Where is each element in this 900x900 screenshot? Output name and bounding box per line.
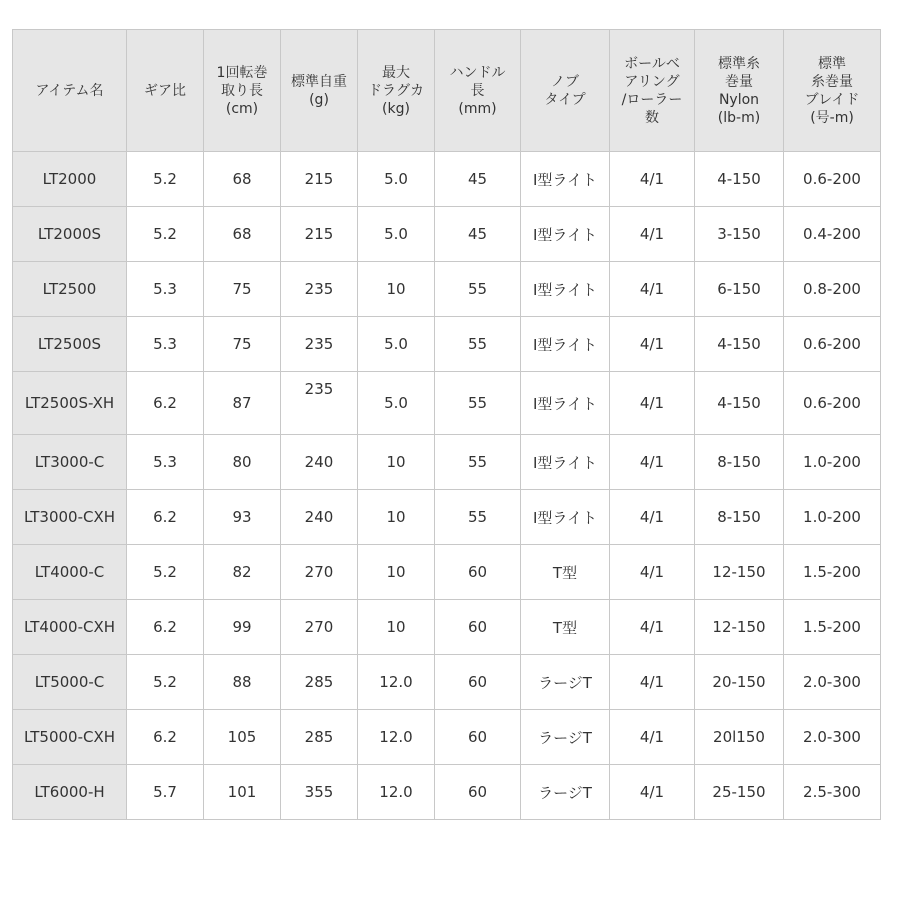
table-header bbox=[13, 30, 881, 152]
item-name-cell: LT6000-H bbox=[13, 765, 127, 820]
column-header-line: ハンドル bbox=[449, 64, 506, 81]
table-cell: I型ライト bbox=[521, 317, 610, 372]
column-header-line: ドラグカ bbox=[368, 82, 424, 99]
column-header-line: /ローラー bbox=[621, 91, 683, 108]
table-cell: 285 bbox=[281, 710, 358, 765]
table-row bbox=[13, 317, 881, 372]
table-cell: ラージT bbox=[521, 655, 610, 710]
table-cell: 55 bbox=[435, 490, 521, 545]
table-row bbox=[13, 152, 881, 207]
table-cell: 4/1 bbox=[610, 545, 695, 600]
table-cell: 12-150 bbox=[695, 545, 784, 600]
table-cell: 5.2 bbox=[127, 207, 204, 262]
column-header-line: 最大 bbox=[382, 64, 410, 81]
table-row bbox=[13, 655, 881, 710]
table-cell: 4-150 bbox=[695, 152, 784, 207]
table-cell: 12.0 bbox=[358, 655, 435, 710]
table-cell: 60 bbox=[435, 600, 521, 655]
table-cell: 5.3 bbox=[127, 317, 204, 372]
table-cell: 6.2 bbox=[127, 490, 204, 545]
item-name-cell: LT3000-CXH bbox=[13, 490, 127, 545]
table-cell: 5.3 bbox=[127, 435, 204, 490]
table-row bbox=[13, 435, 881, 490]
table-cell: 105 bbox=[204, 710, 281, 765]
table-cell: 270 bbox=[281, 545, 358, 600]
table-row bbox=[13, 710, 881, 765]
table-cell: 4/1 bbox=[610, 435, 695, 490]
column-header bbox=[127, 30, 204, 152]
table-cell: 4/1 bbox=[610, 207, 695, 262]
table-cell: 10 bbox=[358, 490, 435, 545]
column-header bbox=[13, 30, 127, 152]
table-cell: 6.2 bbox=[127, 600, 204, 655]
table-cell: 355 bbox=[281, 765, 358, 820]
table-cell: 240 bbox=[281, 435, 358, 490]
table-row bbox=[13, 600, 881, 655]
item-name-cell: LT2500 bbox=[13, 262, 127, 317]
table-row bbox=[13, 765, 881, 820]
item-name-cell: LT2500S bbox=[13, 317, 127, 372]
column-header-line: ブレイド bbox=[804, 91, 860, 108]
table-cell: 20-150 bbox=[695, 655, 784, 710]
table-cell: 4/1 bbox=[610, 490, 695, 545]
table-cell: 1.0-200 bbox=[784, 435, 881, 490]
item-name-cell: LT5000-CXH bbox=[13, 710, 127, 765]
table-cell: 5.2 bbox=[127, 152, 204, 207]
table-cell: 60 bbox=[435, 765, 521, 820]
table-cell: 6.2 bbox=[127, 710, 204, 765]
table-cell: 20l150 bbox=[695, 710, 784, 765]
table-cell: 87 bbox=[204, 372, 281, 435]
column-header-line: (号-m) bbox=[810, 109, 854, 126]
column-header-line: ボールベ bbox=[624, 55, 680, 72]
table-cell: 4/1 bbox=[610, 765, 695, 820]
column-header-line: アイテム名 bbox=[35, 82, 104, 99]
table-row bbox=[13, 262, 881, 317]
table-cell: ラージT bbox=[521, 765, 610, 820]
table-cell: 0.6-200 bbox=[784, 152, 881, 207]
column-header bbox=[695, 30, 784, 152]
table-cell: 6.2 bbox=[127, 372, 204, 435]
column-header-line: 標準自重 bbox=[291, 73, 347, 90]
column-header-line: (mm) bbox=[458, 100, 497, 117]
table-cell: 270 bbox=[281, 600, 358, 655]
table-cell: 5.0 bbox=[358, 152, 435, 207]
table-cell: 101 bbox=[204, 765, 281, 820]
table-cell: 55 bbox=[435, 372, 521, 435]
column-header bbox=[281, 30, 358, 152]
table-cell: 5.0 bbox=[358, 207, 435, 262]
table-row bbox=[13, 490, 881, 545]
column-header-line: タイプ bbox=[544, 91, 586, 108]
table-cell: 2.5-300 bbox=[784, 765, 881, 820]
table-cell: 0.4-200 bbox=[784, 207, 881, 262]
table-cell: 215 bbox=[281, 207, 358, 262]
column-header-line: (lb-m) bbox=[717, 109, 761, 126]
column-header-line: アリング bbox=[624, 73, 680, 90]
column-header bbox=[358, 30, 435, 152]
table-cell: I型ライト bbox=[521, 262, 610, 317]
table-cell: 8-150 bbox=[695, 490, 784, 545]
item-name-cell: LT2000S bbox=[13, 207, 127, 262]
table-cell: 55 bbox=[435, 262, 521, 317]
table-cell: 4/1 bbox=[610, 262, 695, 317]
column-header-line: (kg) bbox=[382, 100, 410, 117]
table-cell: 10 bbox=[358, 545, 435, 600]
table-cell: 45 bbox=[435, 152, 521, 207]
table-cell: 285 bbox=[281, 655, 358, 710]
table-cell: 4/1 bbox=[610, 317, 695, 372]
table-cell: 60 bbox=[435, 655, 521, 710]
column-header-line: 1回転巻 bbox=[216, 64, 268, 81]
column-header bbox=[610, 30, 695, 152]
table-cell: 8-150 bbox=[695, 435, 784, 490]
table-cell: 2.0-300 bbox=[784, 655, 881, 710]
table-row bbox=[13, 207, 881, 262]
table-cell: 4/1 bbox=[610, 152, 695, 207]
table-cell: 25-150 bbox=[695, 765, 784, 820]
column-header-line: (cm) bbox=[225, 100, 259, 117]
table-cell: 0.6-200 bbox=[784, 317, 881, 372]
spec-table bbox=[12, 29, 881, 820]
table-row bbox=[13, 545, 881, 600]
item-name-cell: LT3000-C bbox=[13, 435, 127, 490]
table-cell: I型ライト bbox=[521, 207, 610, 262]
table-cell: 75 bbox=[204, 262, 281, 317]
table-cell: 12-150 bbox=[695, 600, 784, 655]
table-cell: 10 bbox=[358, 600, 435, 655]
column-header-line: 長 bbox=[470, 82, 485, 99]
column-header-line: ノブ bbox=[551, 73, 579, 90]
table-cell: T型 bbox=[521, 545, 610, 600]
table-cell: 1.0-200 bbox=[784, 490, 881, 545]
table-cell: 235 bbox=[281, 372, 358, 435]
column-header-line: 巻量 bbox=[725, 73, 753, 90]
item-name-cell: LT2500S-XH bbox=[13, 372, 127, 435]
table-cell: 1.5-200 bbox=[784, 600, 881, 655]
item-name-cell: LT4000-C bbox=[13, 545, 127, 600]
column-header bbox=[204, 30, 281, 152]
item-name-cell: LT2000 bbox=[13, 152, 127, 207]
table-cell: 93 bbox=[204, 490, 281, 545]
table-cell: 55 bbox=[435, 435, 521, 490]
table-cell: 75 bbox=[204, 317, 281, 372]
table-cell: 4/1 bbox=[610, 372, 695, 435]
table-cell: 5.2 bbox=[127, 545, 204, 600]
table-cell: 4-150 bbox=[695, 317, 784, 372]
table-cell: 68 bbox=[204, 152, 281, 207]
table-cell: 5.0 bbox=[358, 317, 435, 372]
table-cell: 5.7 bbox=[127, 765, 204, 820]
table-cell: 4/1 bbox=[610, 710, 695, 765]
column-header bbox=[435, 30, 521, 152]
column-header-line: 取り長 bbox=[221, 82, 263, 99]
table-cell: 5.2 bbox=[127, 655, 204, 710]
column-header bbox=[784, 30, 881, 152]
table-cell: I型ライト bbox=[521, 490, 610, 545]
table-cell: T型 bbox=[521, 600, 610, 655]
table-cell: 240 bbox=[281, 490, 358, 545]
column-header-line: ギア比 bbox=[144, 82, 186, 99]
table-cell: 55 bbox=[435, 317, 521, 372]
table-cell: 235 bbox=[281, 262, 358, 317]
table-cell: 68 bbox=[204, 207, 281, 262]
table-body bbox=[13, 152, 881, 820]
table-cell: 12.0 bbox=[358, 765, 435, 820]
item-name-cell: LT4000-CXH bbox=[13, 600, 127, 655]
table-cell: 0.8-200 bbox=[784, 262, 881, 317]
table-cell: 60 bbox=[435, 710, 521, 765]
table-cell: 45 bbox=[435, 207, 521, 262]
table-cell: 5.3 bbox=[127, 262, 204, 317]
table-cell: I型ライト bbox=[521, 435, 610, 490]
header-row bbox=[13, 30, 881, 152]
table-cell: 215 bbox=[281, 152, 358, 207]
table-cell: 12.0 bbox=[358, 710, 435, 765]
table-cell: 3-150 bbox=[695, 207, 784, 262]
column-header-line: 数 bbox=[645, 109, 659, 126]
table-cell: ラージT bbox=[521, 710, 610, 765]
column-header-line: 標準糸 bbox=[718, 55, 760, 72]
table-cell: 4-150 bbox=[695, 372, 784, 435]
item-name-cell: LT5000-C bbox=[13, 655, 127, 710]
table-cell: 10 bbox=[358, 262, 435, 317]
column-header-line: Nylon bbox=[718, 91, 760, 108]
table-cell: I型ライト bbox=[521, 372, 610, 435]
table-cell: 4/1 bbox=[610, 600, 695, 655]
table-cell: 6-150 bbox=[695, 262, 784, 317]
table-cell: 2.0-300 bbox=[784, 710, 881, 765]
table-cell: 80 bbox=[204, 435, 281, 490]
table-cell: 1.5-200 bbox=[784, 545, 881, 600]
table-cell: 0.6-200 bbox=[784, 372, 881, 435]
table-cell: 88 bbox=[204, 655, 281, 710]
table-cell: 60 bbox=[435, 545, 521, 600]
table-cell: 235 bbox=[281, 317, 358, 372]
table-cell: 5.0 bbox=[358, 372, 435, 435]
column-header-line: 標準 bbox=[818, 55, 846, 72]
column-header-line: 糸巻量 bbox=[811, 73, 853, 90]
table-cell: 99 bbox=[204, 600, 281, 655]
table-cell: I型ライト bbox=[521, 152, 610, 207]
column-header-line: (g) bbox=[309, 91, 329, 108]
table-cell: 82 bbox=[204, 545, 281, 600]
column-header bbox=[521, 30, 610, 152]
table-cell: 4/1 bbox=[610, 655, 695, 710]
table-cell: 10 bbox=[358, 435, 435, 490]
table-row bbox=[13, 372, 881, 435]
